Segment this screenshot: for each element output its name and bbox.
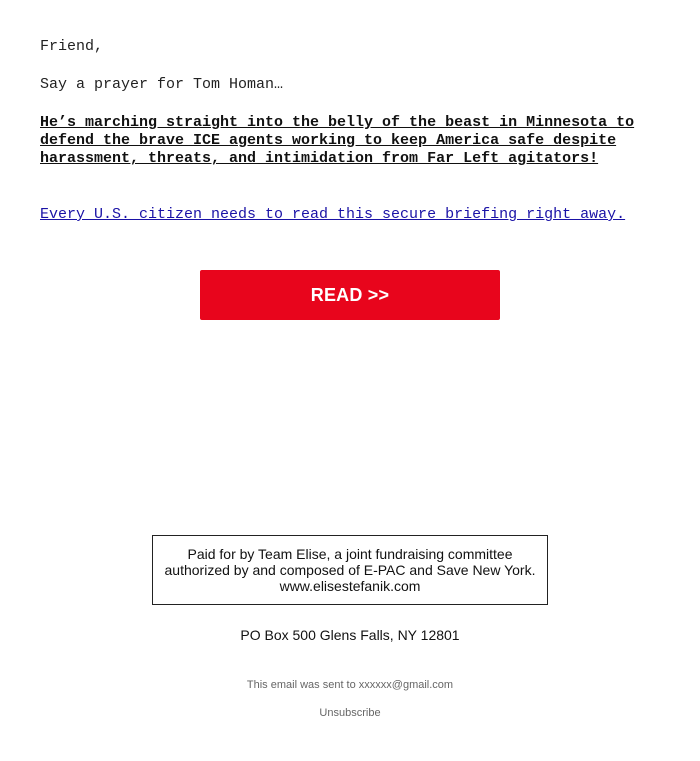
- unsubscribe-link[interactable]: Unsubscribe: [319, 707, 381, 719]
- headline-text: He’s marching straight into the belly of the beast in Minnesota to defend the brave ICE agents working to keep America safe despite harassment, threats, and intimidation from Far Left agitators!: [40, 114, 635, 167]
- disclaimer-website: www.elisestefanik.com: [279, 578, 421, 594]
- read-button-label: READ >>: [310, 284, 390, 305]
- sent-to-notice: [0, 679, 700, 691]
- briefing-link[interactable]: Every U.S. citizen needs to read this secure briefing right away.: [40, 206, 626, 223]
- greeting: Friend,: [40, 38, 104, 55]
- disclaimer-line-1: Paid for by Team Elise, a joint fundraising committee: [187, 546, 513, 562]
- disclaimer-line-2: authorized by and composed of E-PAC and Save New York.: [164, 562, 536, 578]
- read-button[interactable]: [200, 270, 500, 320]
- sent-to-prefix: This email was sent to: [246, 679, 359, 691]
- recipient-email[interactable]: xxxxxx@gmail.com: [358, 679, 454, 691]
- paid-for-disclaimer: [152, 535, 548, 605]
- intro-text: Say a prayer for Tom Homan…: [40, 76, 284, 93]
- mailing-address: PO Box 500 Glens Falls, NY 12801: [240, 627, 460, 643]
